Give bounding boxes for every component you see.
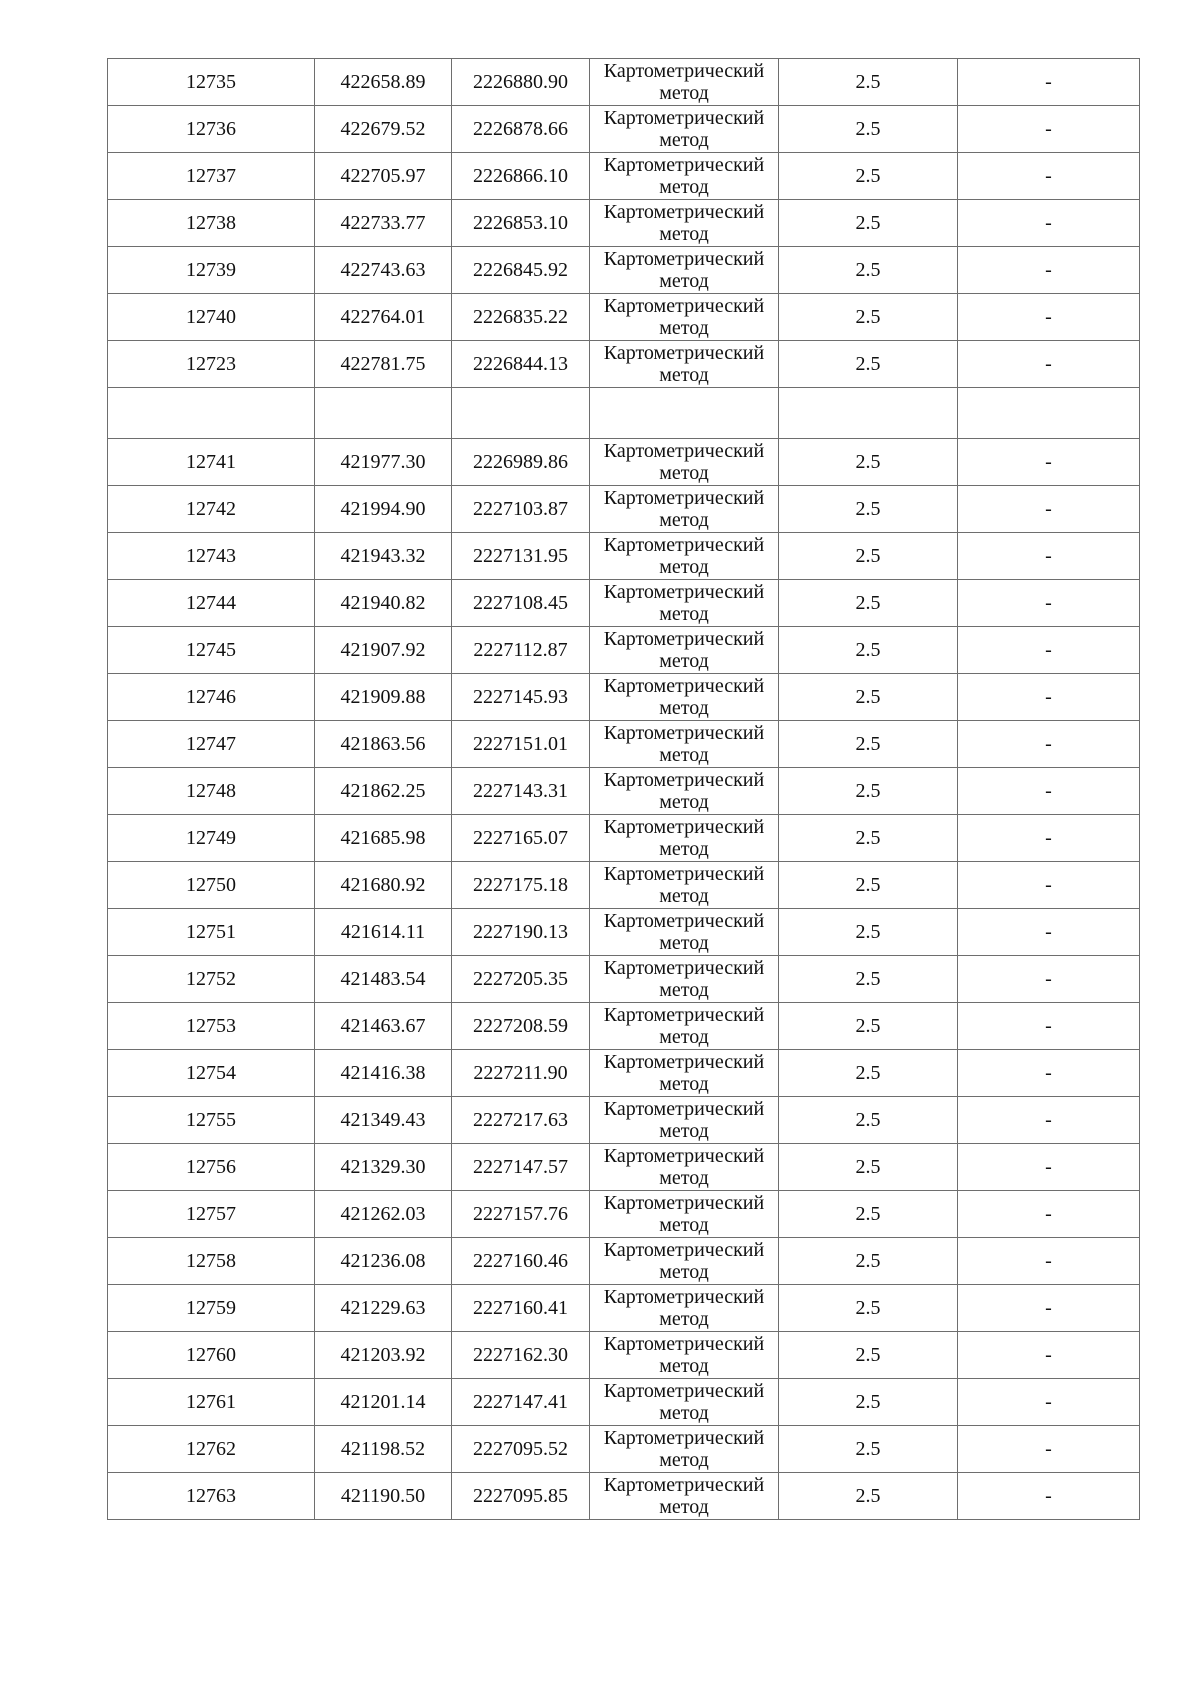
note-cell: -	[958, 1379, 1140, 1426]
y-coordinate-cell: 2226866.10	[452, 153, 590, 200]
accuracy-cell: 2.5	[779, 862, 958, 909]
method-line-2: метод	[659, 697, 709, 719]
method-line-2: метод	[659, 556, 709, 578]
x-coordinate-cell: 422679.52	[315, 106, 452, 153]
x-coordinate-cell: 421229.63	[315, 1285, 452, 1332]
y-coordinate-cell: 2227095.52	[452, 1426, 590, 1473]
method-line-2: метод	[659, 791, 709, 813]
y-coordinate-cell: 2226880.90	[452, 59, 590, 106]
empty-cell	[779, 388, 958, 439]
point-number-cell: 12763	[108, 1473, 315, 1520]
method-line-2: метод	[659, 176, 709, 198]
method-line-2: метод	[659, 1449, 709, 1471]
note-cell: -	[958, 627, 1140, 674]
point-number-cell: 12745	[108, 627, 315, 674]
method-line-2: метод	[659, 1308, 709, 1330]
point-number-cell: 12738	[108, 200, 315, 247]
method-line-1: Картометрический	[603, 440, 765, 462]
accuracy-cell: 2.5	[779, 1473, 958, 1520]
method-line-2: метод	[659, 744, 709, 766]
y-coordinate-cell: 2227208.59	[452, 1003, 590, 1050]
method-cell	[590, 580, 779, 627]
method-line-1: Картометрический	[603, 1474, 765, 1496]
table-row	[108, 1379, 1140, 1426]
x-coordinate-cell: 421463.67	[315, 1003, 452, 1050]
method-line-1: Картометрический	[603, 1286, 765, 1308]
method-line-1: Картометрический	[603, 722, 765, 744]
table-row	[108, 1144, 1140, 1191]
coordinates-table	[107, 58, 1140, 1520]
point-number-cell: 12742	[108, 486, 315, 533]
x-coordinate-cell: 421907.92	[315, 627, 452, 674]
method-line-2: метод	[659, 1496, 709, 1518]
method-cell	[590, 768, 779, 815]
method-line-1: Картометрический	[603, 1004, 765, 1026]
point-number-cell: 12743	[108, 533, 315, 580]
note-cell: -	[958, 956, 1140, 1003]
method-line-1: Картометрический	[603, 1145, 765, 1167]
point-number-cell: 12747	[108, 721, 315, 768]
note-cell: -	[958, 1473, 1140, 1520]
y-coordinate-cell: 2227205.35	[452, 956, 590, 1003]
accuracy-cell: 2.5	[779, 106, 958, 153]
note-cell: -	[958, 1426, 1140, 1473]
table-row	[108, 1332, 1140, 1379]
method-line-1: Картометрический	[603, 487, 765, 509]
method-cell	[590, 486, 779, 533]
y-coordinate-cell: 2226845.92	[452, 247, 590, 294]
x-coordinate-cell: 421349.43	[315, 1097, 452, 1144]
x-coordinate-cell: 421614.11	[315, 909, 452, 956]
method-cell	[590, 1097, 779, 1144]
accuracy-cell: 2.5	[779, 1285, 958, 1332]
method-cell	[590, 909, 779, 956]
note-cell: -	[958, 721, 1140, 768]
accuracy-cell: 2.5	[779, 1238, 958, 1285]
x-coordinate-cell: 421680.92	[315, 862, 452, 909]
accuracy-cell: 2.5	[779, 439, 958, 486]
method-cell	[590, 200, 779, 247]
method-cell	[590, 862, 779, 909]
point-number-cell: 12757	[108, 1191, 315, 1238]
x-coordinate-cell: 421909.88	[315, 674, 452, 721]
method-cell	[590, 294, 779, 341]
table-row	[108, 956, 1140, 1003]
point-number-cell: 12736	[108, 106, 315, 153]
y-coordinate-cell: 2227143.31	[452, 768, 590, 815]
table-row	[108, 909, 1140, 956]
accuracy-cell: 2.5	[779, 153, 958, 200]
accuracy-cell: 2.5	[779, 1097, 958, 1144]
point-number-cell: 12759	[108, 1285, 315, 1332]
method-cell	[590, 1379, 779, 1426]
note-cell: -	[958, 439, 1140, 486]
note-cell: -	[958, 1144, 1140, 1191]
x-coordinate-cell: 421943.32	[315, 533, 452, 580]
point-number-cell: 12760	[108, 1332, 315, 1379]
accuracy-cell: 2.5	[779, 1050, 958, 1097]
empty-cell	[315, 388, 452, 439]
table-row	[108, 106, 1140, 153]
note-cell: -	[958, 909, 1140, 956]
note-cell: -	[958, 200, 1140, 247]
y-coordinate-cell: 2226835.22	[452, 294, 590, 341]
y-coordinate-cell: 2227112.87	[452, 627, 590, 674]
method-cell	[590, 1238, 779, 1285]
method-line-1: Картометрический	[603, 1239, 765, 1261]
note-cell: -	[958, 768, 1140, 815]
x-coordinate-cell: 421862.25	[315, 768, 452, 815]
method-line-1: Картометрический	[603, 154, 765, 176]
y-coordinate-cell: 2227162.30	[452, 1332, 590, 1379]
method-line-1: Картометрический	[603, 957, 765, 979]
x-coordinate-cell: 422733.77	[315, 200, 452, 247]
table-row	[108, 247, 1140, 294]
method-cell	[590, 1332, 779, 1379]
method-line-1: Картометрический	[603, 1427, 765, 1449]
y-coordinate-cell: 2227095.85	[452, 1473, 590, 1520]
x-coordinate-cell: 421262.03	[315, 1191, 452, 1238]
method-line-2: метод	[659, 650, 709, 672]
note-cell: -	[958, 486, 1140, 533]
y-coordinate-cell: 2227160.46	[452, 1238, 590, 1285]
x-coordinate-cell: 422743.63	[315, 247, 452, 294]
empty-cell	[590, 388, 779, 439]
method-line-2: метод	[659, 979, 709, 1001]
empty-cell	[452, 388, 590, 439]
table-row	[108, 1191, 1140, 1238]
method-line-1: Картометрический	[603, 581, 765, 603]
method-cell	[590, 341, 779, 388]
y-coordinate-cell: 2227147.57	[452, 1144, 590, 1191]
method-line-1: Картометрический	[603, 107, 765, 129]
method-line-2: метод	[659, 1073, 709, 1095]
method-line-2: метод	[659, 1261, 709, 1283]
note-cell: -	[958, 1332, 1140, 1379]
y-coordinate-cell: 2227145.93	[452, 674, 590, 721]
method-cell	[590, 439, 779, 486]
point-number-cell: 12723	[108, 341, 315, 388]
method-line-1: Картометрический	[603, 628, 765, 650]
method-line-2: метод	[659, 317, 709, 339]
method-line-2: метод	[659, 885, 709, 907]
method-line-1: Картометрический	[603, 675, 765, 697]
method-line-2: метод	[659, 509, 709, 531]
y-coordinate-cell: 2227151.01	[452, 721, 590, 768]
method-line-2: метод	[659, 1214, 709, 1236]
point-number-cell: 12750	[108, 862, 315, 909]
point-number-cell: 12746	[108, 674, 315, 721]
method-line-1: Картометрический	[603, 1380, 765, 1402]
point-number-cell: 12753	[108, 1003, 315, 1050]
table-row	[108, 341, 1140, 388]
point-number-cell: 12735	[108, 59, 315, 106]
method-cell	[590, 153, 779, 200]
table-row	[108, 1473, 1140, 1520]
method-line-2: метод	[659, 603, 709, 625]
point-number-cell: 12737	[108, 153, 315, 200]
y-coordinate-cell: 2227211.90	[452, 1050, 590, 1097]
method-cell	[590, 1285, 779, 1332]
method-line-2: метод	[659, 129, 709, 151]
x-coordinate-cell: 421685.98	[315, 815, 452, 862]
point-number-cell: 12748	[108, 768, 315, 815]
accuracy-cell: 2.5	[779, 294, 958, 341]
table-row	[108, 200, 1140, 247]
accuracy-cell: 2.5	[779, 1144, 958, 1191]
table-row	[108, 768, 1140, 815]
accuracy-cell: 2.5	[779, 909, 958, 956]
table-row	[108, 1426, 1140, 1473]
method-line-2: метод	[659, 838, 709, 860]
note-cell: -	[958, 674, 1140, 721]
note-cell: -	[958, 815, 1140, 862]
method-cell	[590, 1003, 779, 1050]
method-line-1: Картометрический	[603, 60, 765, 82]
note-cell: -	[958, 1285, 1140, 1332]
table-row	[108, 862, 1140, 909]
empty-cell	[958, 388, 1140, 439]
point-number-cell: 12754	[108, 1050, 315, 1097]
note-cell: -	[958, 341, 1140, 388]
y-coordinate-cell: 2226853.10	[452, 200, 590, 247]
method-line-1: Картометрический	[603, 910, 765, 932]
method-cell	[590, 956, 779, 1003]
accuracy-cell: 2.5	[779, 341, 958, 388]
method-line-2: метод	[659, 82, 709, 104]
method-line-1: Картометрический	[603, 863, 765, 885]
x-coordinate-cell: 421994.90	[315, 486, 452, 533]
table-row	[108, 1097, 1140, 1144]
method-cell	[590, 721, 779, 768]
y-coordinate-cell: 2226989.86	[452, 439, 590, 486]
note-cell: -	[958, 1097, 1140, 1144]
method-line-2: метод	[659, 223, 709, 245]
table-row	[108, 721, 1140, 768]
y-coordinate-cell: 2227217.63	[452, 1097, 590, 1144]
accuracy-cell: 2.5	[779, 674, 958, 721]
method-cell	[590, 627, 779, 674]
y-coordinate-cell: 2226844.13	[452, 341, 590, 388]
x-coordinate-cell: 421940.82	[315, 580, 452, 627]
method-cell	[590, 1473, 779, 1520]
note-cell: -	[958, 862, 1140, 909]
x-coordinate-cell: 421329.30	[315, 1144, 452, 1191]
method-line-2: метод	[659, 270, 709, 292]
note-cell: -	[958, 1003, 1140, 1050]
x-coordinate-cell: 421483.54	[315, 956, 452, 1003]
table-row	[108, 59, 1140, 106]
method-cell	[590, 674, 779, 721]
y-coordinate-cell: 2227131.95	[452, 533, 590, 580]
y-coordinate-cell: 2227165.07	[452, 815, 590, 862]
accuracy-cell: 2.5	[779, 59, 958, 106]
method-line-1: Картометрический	[603, 769, 765, 791]
x-coordinate-cell: 421416.38	[315, 1050, 452, 1097]
point-number-cell: 12741	[108, 439, 315, 486]
x-coordinate-cell: 421198.52	[315, 1426, 452, 1473]
method-cell	[590, 533, 779, 580]
x-coordinate-cell: 421201.14	[315, 1379, 452, 1426]
method-line-2: метод	[659, 1355, 709, 1377]
accuracy-cell: 2.5	[779, 1332, 958, 1379]
point-number-cell: 12762	[108, 1426, 315, 1473]
point-number-cell: 12756	[108, 1144, 315, 1191]
x-coordinate-cell: 421863.56	[315, 721, 452, 768]
method-line-2: метод	[659, 1026, 709, 1048]
point-number-cell: 12761	[108, 1379, 315, 1426]
accuracy-cell: 2.5	[779, 815, 958, 862]
point-number-cell: 12739	[108, 247, 315, 294]
method-line-2: метод	[659, 364, 709, 386]
y-coordinate-cell: 2227147.41	[452, 1379, 590, 1426]
table-row	[108, 439, 1140, 486]
y-coordinate-cell: 2227160.41	[452, 1285, 590, 1332]
y-coordinate-cell: 2226878.66	[452, 106, 590, 153]
table-row	[108, 294, 1140, 341]
point-number-cell: 12751	[108, 909, 315, 956]
method-line-2: метод	[659, 932, 709, 954]
y-coordinate-cell: 2227175.18	[452, 862, 590, 909]
note-cell: -	[958, 533, 1140, 580]
note-cell: -	[958, 580, 1140, 627]
method-line-1: Картометрический	[603, 342, 765, 364]
note-cell: -	[958, 247, 1140, 294]
accuracy-cell: 2.5	[779, 200, 958, 247]
method-line-1: Картометрический	[603, 248, 765, 270]
method-line-1: Картометрический	[603, 816, 765, 838]
accuracy-cell: 2.5	[779, 768, 958, 815]
point-number-cell: 12749	[108, 815, 315, 862]
method-cell	[590, 815, 779, 862]
method-line-1: Картометрический	[603, 1051, 765, 1073]
note-cell: -	[958, 294, 1140, 341]
x-coordinate-cell: 421977.30	[315, 439, 452, 486]
note-cell: -	[958, 1238, 1140, 1285]
method-line-2: метод	[659, 1167, 709, 1189]
method-cell	[590, 106, 779, 153]
method-cell	[590, 247, 779, 294]
y-coordinate-cell: 2227103.87	[452, 486, 590, 533]
table-row	[108, 486, 1140, 533]
method-line-1: Картометрический	[603, 1098, 765, 1120]
x-coordinate-cell: 422658.89	[315, 59, 452, 106]
accuracy-cell: 2.5	[779, 580, 958, 627]
x-coordinate-cell: 421203.92	[315, 1332, 452, 1379]
method-line-1: Картометрический	[603, 1192, 765, 1214]
method-cell	[590, 1144, 779, 1191]
table-row	[108, 627, 1140, 674]
point-number-cell: 12740	[108, 294, 315, 341]
coordinates-table-body	[108, 59, 1140, 1520]
method-cell	[590, 1050, 779, 1097]
accuracy-cell: 2.5	[779, 721, 958, 768]
x-coordinate-cell: 422705.97	[315, 153, 452, 200]
point-number-cell: 12755	[108, 1097, 315, 1144]
accuracy-cell: 2.5	[779, 533, 958, 580]
accuracy-cell: 2.5	[779, 486, 958, 533]
table-row	[108, 674, 1140, 721]
table-row	[108, 1050, 1140, 1097]
x-coordinate-cell: 422764.01	[315, 294, 452, 341]
note-cell: -	[958, 1191, 1140, 1238]
y-coordinate-cell: 2227157.76	[452, 1191, 590, 1238]
table-row	[108, 1238, 1140, 1285]
method-line-2: метод	[659, 1402, 709, 1424]
x-coordinate-cell: 421236.08	[315, 1238, 452, 1285]
method-line-1: Картометрический	[603, 295, 765, 317]
y-coordinate-cell: 2227190.13	[452, 909, 590, 956]
accuracy-cell: 2.5	[779, 627, 958, 674]
note-cell: -	[958, 59, 1140, 106]
note-cell: -	[958, 106, 1140, 153]
accuracy-cell: 2.5	[779, 1379, 958, 1426]
x-coordinate-cell: 422781.75	[315, 341, 452, 388]
point-number-cell: 12752	[108, 956, 315, 1003]
x-coordinate-cell: 421190.50	[315, 1473, 452, 1520]
table-row	[108, 580, 1140, 627]
empty-cell	[108, 388, 315, 439]
method-cell	[590, 1426, 779, 1473]
method-line-1: Картометрический	[603, 534, 765, 556]
accuracy-cell: 2.5	[779, 1191, 958, 1238]
accuracy-cell: 2.5	[779, 956, 958, 1003]
note-cell: -	[958, 1050, 1140, 1097]
point-number-cell: 12758	[108, 1238, 315, 1285]
accuracy-cell: 2.5	[779, 1426, 958, 1473]
method-cell	[590, 1191, 779, 1238]
method-line-2: метод	[659, 462, 709, 484]
method-line-1: Картометрический	[603, 201, 765, 223]
point-number-cell: 12744	[108, 580, 315, 627]
y-coordinate-cell: 2227108.45	[452, 580, 590, 627]
accuracy-cell: 2.5	[779, 1003, 958, 1050]
table-row	[108, 153, 1140, 200]
method-cell	[590, 59, 779, 106]
table-row	[108, 533, 1140, 580]
table-row	[108, 815, 1140, 862]
table-row	[108, 1003, 1140, 1050]
method-line-1: Картометрический	[603, 1333, 765, 1355]
table-row	[108, 1285, 1140, 1332]
method-line-2: метод	[659, 1120, 709, 1142]
blank-separator-row	[108, 388, 1140, 439]
accuracy-cell: 2.5	[779, 247, 958, 294]
note-cell: -	[958, 153, 1140, 200]
